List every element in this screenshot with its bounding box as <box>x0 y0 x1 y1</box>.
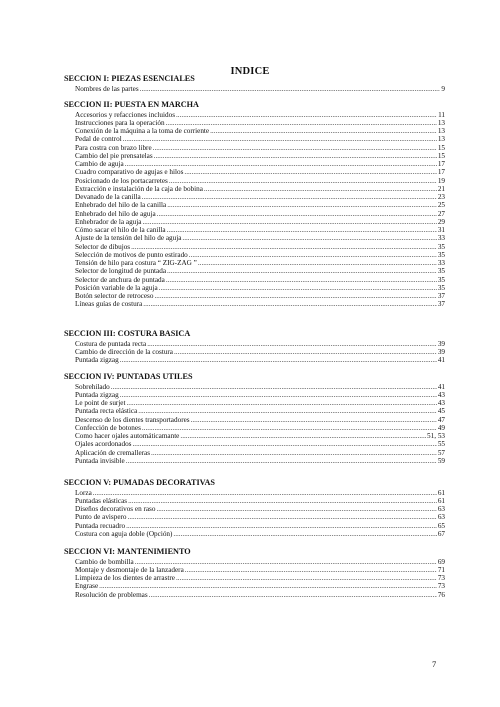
toc-entry-label: Enhebrado del hilo de aguja <box>75 209 156 218</box>
dot-leader <box>125 160 437 168</box>
toc-entry[interactable] <box>75 243 445 251</box>
toc-entry-page: 45 <box>437 407 445 416</box>
toc-entry-page: 57 <box>437 448 445 457</box>
toc-entry-label: Costura de puntada recta <box>75 339 147 348</box>
toc-entry-page: 9 <box>441 84 445 93</box>
dot-leader <box>135 558 437 566</box>
toc-entry-page: 63 <box>437 505 445 513</box>
toc-entry-label: Accesorios y refacciones incluidos <box>75 110 175 119</box>
dot-leader <box>128 513 437 521</box>
toc-entry-page: 33 <box>437 259 445 267</box>
toc-entry-label: Lorza <box>75 488 92 497</box>
toc-entry[interactable] <box>75 407 445 415</box>
dot-leader <box>151 449 437 457</box>
dot-leader <box>111 383 437 391</box>
toc-entry-page: 76 <box>437 590 445 599</box>
toc-entry-page: 69 <box>437 557 445 566</box>
toc-entry-label: Cómo sacar el hilo de la canilla <box>75 226 166 234</box>
toc-entry-label: Montaje y desmontaje de la lanzadera <box>75 565 184 574</box>
toc-entry[interactable] <box>75 399 445 407</box>
dot-leader <box>126 457 437 465</box>
toc-entry[interactable] <box>75 234 445 242</box>
dot-leader <box>156 505 436 513</box>
toc-entry-label: Posición variable de la aguja <box>75 283 158 292</box>
toc-entry-page: 67 <box>437 529 445 538</box>
toc-entry[interactable] <box>75 193 445 201</box>
toc-entry-label: Resolución de problemas <box>75 590 148 599</box>
toc-entry-label: Puntada recta elástica <box>75 407 138 416</box>
toc-entry[interactable] <box>75 416 445 424</box>
toc-entry-page: 33 <box>437 234 445 243</box>
toc-entry[interactable] <box>75 168 445 176</box>
toc-entry[interactable] <box>75 210 445 218</box>
toc-entry[interactable] <box>75 582 445 590</box>
toc-entry-page: 11 <box>438 110 445 119</box>
toc-entry[interactable] <box>75 85 445 93</box>
toc-entry-page: 21 <box>437 184 445 193</box>
toc-entry-page: 27 <box>437 209 445 218</box>
toc-entry-label: Descenso de los dientes transportadores <box>75 415 190 424</box>
toc-entry[interactable] <box>75 259 445 267</box>
toc-entry-label: Engrase <box>75 582 99 591</box>
toc-entry[interactable] <box>75 440 445 448</box>
toc-entry-label: Sobrehilado <box>75 382 110 391</box>
toc-entry-page: 65 <box>437 521 445 530</box>
toc-entry-page: 35 <box>437 275 445 284</box>
toc-entry-page: 37 <box>437 300 445 309</box>
dot-leader <box>166 276 437 284</box>
toc-entry[interactable] <box>75 574 445 582</box>
toc-entry[interactable] <box>75 201 445 209</box>
toc-entry-page: 35 <box>437 267 445 276</box>
toc-entry[interactable] <box>75 135 445 143</box>
toc-entry-page: 61 <box>437 488 445 497</box>
toc-entry[interactable] <box>75 497 445 505</box>
section-heading: SECCION VI: MANTENIMIENTO <box>64 547 191 556</box>
dot-leader <box>126 522 437 530</box>
toc-entry-label: Punto de avispero <box>75 513 127 522</box>
toc-entry[interactable] <box>75 276 445 284</box>
dot-leader <box>204 185 437 193</box>
toc-entry[interactable] <box>75 292 445 300</box>
dot-leader <box>167 201 437 209</box>
toc-entry-page: 35 <box>437 283 445 292</box>
toc-entry-label: Cambio de aguja <box>75 160 124 168</box>
toc-entry-label: Ajuste de la tensión del hilo de aguja <box>75 234 182 243</box>
toc-entry[interactable] <box>75 383 445 391</box>
toc-entry-label: Cambio de bombilla <box>75 557 134 566</box>
toc-entry-label: Selector de longitud de puntada <box>75 267 167 276</box>
dot-leader <box>154 292 436 300</box>
toc-entry-label: Puntada zigzag <box>75 356 119 364</box>
dot-leader <box>153 144 437 152</box>
dot-leader <box>128 497 437 505</box>
toc-entry-page: 31 <box>437 226 445 234</box>
toc-entry[interactable] <box>75 226 445 234</box>
dot-leader <box>120 391 437 399</box>
toc-entry[interactable] <box>75 267 445 275</box>
toc-entry-label: Como hacer ojales automáticamante <box>75 432 180 440</box>
toc-entry-label: Enhebrador de la aguja <box>75 217 142 226</box>
toc-entry[interactable] <box>75 449 445 457</box>
toc-entry[interactable] <box>75 356 445 364</box>
toc-entry-page: 15 <box>437 143 445 152</box>
toc-entry[interactable] <box>75 432 445 440</box>
toc-entry-label: Instrucciones para la operación <box>75 118 165 127</box>
toc-entry-page: 15 <box>437 151 445 160</box>
toc-entry-label: Tensión de hilo para costura “ ZIG-ZAG ” <box>75 259 197 267</box>
dot-leader <box>142 193 437 201</box>
dot-leader <box>154 152 437 160</box>
toc-entry[interactable] <box>75 505 445 513</box>
toc-entry-label: Puntada invisible <box>75 456 125 465</box>
toc-entry[interactable] <box>75 457 445 465</box>
toc-entry-label: Cuadro comparativo de agujas e hilos <box>75 168 184 177</box>
dot-leader <box>120 356 437 364</box>
toc-entry-label: Limpieza de los dientes de arrastre <box>75 574 175 582</box>
page-title: INDICE <box>230 66 270 77</box>
toc-entry[interactable] <box>75 522 445 530</box>
dot-leader <box>184 168 436 176</box>
toc-entry-label: Extracción e instalación de la caja de bobina <box>75 184 203 193</box>
toc-entry[interactable] <box>75 513 445 521</box>
dot-leader <box>180 432 426 440</box>
dot-leader <box>149 591 437 599</box>
toc-entry-label: Puntada recuadro <box>75 521 126 530</box>
toc-entry-label: Selector de anchura de puntada <box>75 275 165 284</box>
toc-entry[interactable] <box>75 348 445 356</box>
toc-entry-label: Nombres de las partes <box>75 84 139 93</box>
dot-leader <box>166 119 437 127</box>
dot-leader <box>182 234 436 242</box>
dot-leader <box>131 243 437 251</box>
dot-leader <box>174 348 437 356</box>
toc-entry-page: 25 <box>437 201 445 210</box>
toc-entry[interactable] <box>75 424 445 432</box>
toc-entry-label: Diseños decorativos en raso <box>75 505 156 513</box>
dot-leader <box>167 226 437 234</box>
toc-entry-page: 41 <box>437 382 445 391</box>
toc-entry-label: Enhebrado del hilo de la canilla <box>75 201 167 210</box>
toc-entry-label: Puntadas elásticas <box>75 496 128 505</box>
toc-entry-page: 73 <box>437 582 445 591</box>
toc-entry-page: 51, 53 <box>427 432 445 440</box>
toc-entry-page: 35 <box>437 250 445 259</box>
toc-entry-page: 73 <box>437 574 445 582</box>
toc-entry-page: 13 <box>437 127 445 135</box>
dot-leader <box>159 284 437 292</box>
toc-entry-page: 35 <box>437 242 445 251</box>
dot-leader <box>142 218 436 226</box>
toc-entry-page: 43 <box>437 390 445 399</box>
toc-entry-label: Le point de surjet <box>75 399 126 407</box>
toc-entry-page: 37 <box>437 292 445 300</box>
toc-entry-label: Cambio de dirección de la costura <box>75 347 173 356</box>
toc-entry-page: 61 <box>437 496 445 505</box>
toc-entry[interactable] <box>75 391 445 399</box>
dot-leader <box>138 407 437 415</box>
dot-leader <box>210 127 437 135</box>
toc-entry[interactable] <box>75 558 445 566</box>
toc-entry-label: Para costra con brazo libre <box>75 143 152 152</box>
dot-leader <box>132 440 436 448</box>
dot-leader <box>176 574 437 582</box>
toc-entry[interactable] <box>75 489 445 497</box>
toc-entry[interactable] <box>75 127 445 135</box>
toc-entry-page: 19 <box>437 176 445 185</box>
toc-entry-label: Conexión de la máquina a la toma de corriente <box>75 127 210 135</box>
toc-entry-label: Selección de motivos de punto estirado <box>75 250 188 259</box>
toc-entry-page: 49 <box>437 423 445 432</box>
toc-entry[interactable] <box>75 300 445 308</box>
dot-leader <box>169 177 437 185</box>
toc-entry[interactable] <box>75 251 445 259</box>
toc-entry-page: 55 <box>437 440 445 449</box>
toc-entry-page: 17 <box>437 168 445 177</box>
toc-entry-page: 63 <box>437 513 445 522</box>
toc-entry[interactable] <box>75 591 445 599</box>
toc-entry[interactable] <box>75 177 445 185</box>
toc-entry-page: 13 <box>437 118 445 127</box>
toc-entry[interactable] <box>75 218 445 226</box>
toc-entry-page: 39 <box>437 347 445 356</box>
toc-entry-label: Selector de dibujos <box>75 242 131 251</box>
dot-leader <box>99 582 437 590</box>
toc-entry-page: 59 <box>437 456 445 465</box>
dot-leader <box>173 530 436 538</box>
toc-entry[interactable] <box>75 119 445 127</box>
toc-entry[interactable] <box>75 144 445 152</box>
toc-entry-page: 39 <box>437 339 445 348</box>
dot-leader <box>93 489 437 497</box>
section-heading: SECCION I: PIEZAS ESENCIALES <box>64 74 195 83</box>
toc-entry-label: Ojales acordonados <box>75 440 132 449</box>
section-heading: SECCION II: PUESTA EN MARCHA <box>64 100 199 109</box>
toc-entry[interactable] <box>75 111 445 119</box>
toc-entry-page: 47 <box>437 415 445 424</box>
toc-entry-label: Devanado de la canilla <box>75 193 141 201</box>
section-heading: SECCION IV: PUNTADAS UTILES <box>64 372 193 381</box>
toc-entry-label: Cambio del pie prensatelas <box>75 151 153 160</box>
toc-entry[interactable] <box>75 160 445 168</box>
toc-entry-label: Costura con aguja doble (Opción) <box>75 529 173 538</box>
dot-leader <box>140 85 441 93</box>
toc-entry[interactable] <box>75 185 445 193</box>
dot-leader <box>191 416 437 424</box>
dot-leader <box>176 111 437 119</box>
dot-leader <box>142 424 437 432</box>
dot-leader <box>198 259 437 267</box>
toc-entry-page: 29 <box>437 217 445 226</box>
page-number: 7 <box>432 659 437 669</box>
toc-entry-page: 13 <box>437 135 445 144</box>
toc-entry-page: 71 <box>437 565 445 574</box>
toc-entry[interactable] <box>75 530 445 538</box>
toc-entry[interactable] <box>75 284 445 292</box>
toc-entry[interactable] <box>75 566 445 574</box>
toc-entry-label: Botón selector de retroceso <box>75 292 154 300</box>
dot-leader <box>189 251 437 259</box>
toc-entry[interactable] <box>75 152 445 160</box>
dot-leader <box>123 135 437 143</box>
dot-leader <box>185 566 437 574</box>
dot-leader <box>127 399 437 407</box>
toc-entry-page: 17 <box>437 160 445 168</box>
toc-entry-page: 41 <box>437 356 445 364</box>
toc-entry-label: Posicionado de los portacarretes <box>75 176 168 185</box>
toc-entry-page: 43 <box>437 399 445 407</box>
toc-entry-label: Confección de botones <box>75 423 141 432</box>
dot-leader <box>143 300 437 308</box>
dot-leader <box>147 340 437 348</box>
dot-leader <box>157 210 437 218</box>
section-heading: SECCION V: PUMADAS DECORATIVAS <box>64 478 215 487</box>
toc-entry-label: Pedal de control <box>75 135 122 144</box>
toc-entry[interactable] <box>75 340 445 348</box>
toc-entry-page: 23 <box>437 193 445 201</box>
dot-leader <box>167 267 437 275</box>
toc-entry-label: Aplicación de cremalleras <box>75 448 151 457</box>
section-heading: SECCION III: COSTURA BASICA <box>64 329 191 338</box>
toc-entry-label: Líneas guías de costura <box>75 300 143 309</box>
toc-entry-label: Puntada zigzag <box>75 390 119 399</box>
